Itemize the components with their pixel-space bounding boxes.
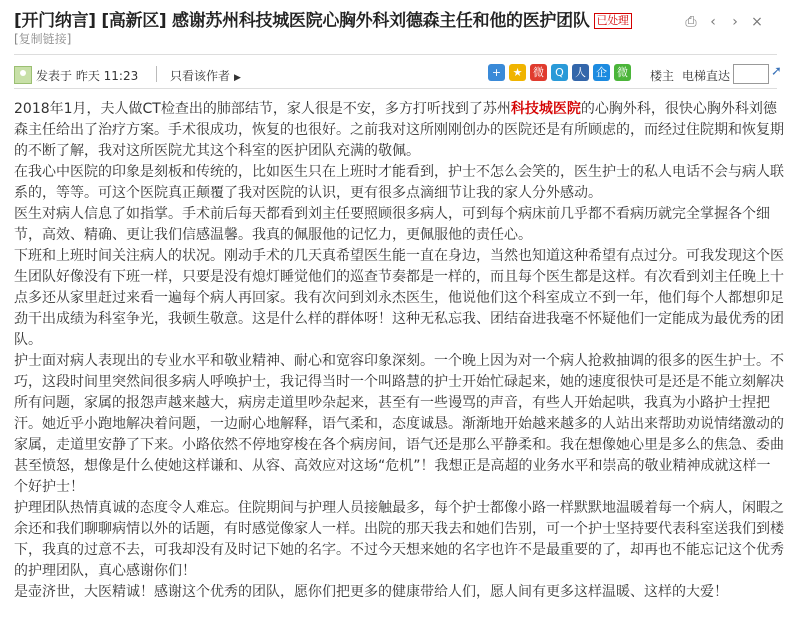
divider xyxy=(14,54,777,55)
copy-link[interactable]: [复制链接] xyxy=(14,32,72,46)
thread-header xyxy=(14,6,779,32)
hospital-link[interactable]: 科技城医院 xyxy=(510,101,581,117)
go-icon[interactable]: ➚ xyxy=(771,64,782,79)
qq-icon[interactable]: 企 xyxy=(593,64,610,81)
paragraph: 护理团队热情真诚的态度令人难忘。住院期间与护理人员接触最多，每个护士都像小路一样默默地温暖着每一个病人，闲暇之余还和我们聊聊病情以外的话题，有时感觉像家人一样。出院的那天我去和她们告别，可一个护士坚持要代表科室送我们到楼下，我真的过意不去，可我却没有及时记下她的名字。不过今天想来她的名字也许不是最重要的了，却再也不能忘记这个优秀的护理团队，真心感谢你们！ xyxy=(14,500,784,579)
star-icon[interactable]: ★ xyxy=(509,64,526,81)
print-icon[interactable]: ⎙ xyxy=(685,14,697,30)
post-body xyxy=(14,99,784,603)
share-icons xyxy=(488,64,631,81)
post-meta xyxy=(14,64,782,86)
only-author-link[interactable] xyxy=(170,67,241,84)
paragraph: 医生对病人信息了如指掌。手术前后每天都看到刘主任要照顾很多病人，可到每个病床前几乎都不看病历就完全掌握各个细节，高效、精确、更让我们信感温馨。我真的佩服他的记忆力，更佩服他的责任心。 xyxy=(14,206,770,243)
paragraph: 护士面对病人表现出的专业水平和敬业精神、耐心和宽容印象深刻。一个晚上因为对一个病人抢救抽调的很多的医生护士。不巧，这段时间里突然间很多病人呼唤护士，我记得当时一个叫路慧的护士开始忙碌起来，她的速度很快可是还是不能立刻解决所有问题，家属的报怨声越来越大，病房走道里吵杂起来，甚至有一些谩骂的声音，有些人开始起哄，我真为小路护士捏把汗。她近乎小跑地解决着问题，一边耐心地解释，语气柔和，态度诚恳。渐渐地开始越来越多的人站出来帮助劝说情绪激动的家属，走道里安静了下来。小路依然不停地穿梭在各个病房间，语气还是那么平静柔和。我在想像她心里是多么的焦急、委曲甚至愤怒，想像是什么使她这样谦和、从容、高效应对这场“危机”！我想正是高超的业务水平和崇高的敬业精神成就这样一个好护士！ xyxy=(14,353,784,495)
chevron-right-icon: ▶ xyxy=(234,73,241,83)
status-badge: 已处理 xyxy=(594,13,632,29)
add-icon[interactable]: + xyxy=(488,64,505,81)
only-author-label: 只看该作者 xyxy=(170,69,231,83)
paragraph: 2018年1月，夫人做CT检查出的肺部结节，家人很是不安，多方打听找到了苏州科技城医院的心胸外科，很快心胸外科刘德森主任给出了治疗方案。手术很成功，恢复的也很好。之前我对这所刚刚创办的医院还是有所顾虑的，而经过住院期和恢复期的不断了解，我对这所医院尤其这个科室的医护团队充满的敬佩。 xyxy=(14,101,784,159)
post-time: 发表于 昨天 11:23 xyxy=(36,69,139,83)
separator xyxy=(156,66,157,82)
weibo-icon[interactable]: 微 xyxy=(530,64,547,81)
paragraph: 是壶济世，大医精诚！感谢这个优秀的团队，愿你们把更多的健康带给人们，愿人间有更多这样温暖、这样的大爱！ xyxy=(14,584,728,600)
next-icon[interactable]: › xyxy=(732,14,738,30)
thread-title xyxy=(14,6,632,31)
avatar[interactable] xyxy=(14,66,32,84)
renren-icon[interactable]: 人 xyxy=(572,64,589,81)
paragraph: 在我心中医院的印象是刻板和传统的，比如医生只在上班时才能看到，护士不怎么会笑的，医生护士的私人电话不会与病人联系的，等等。可这个医院真正颠覆了我对医院的认识，更有很多点滴细节让我的家人分外感动。 xyxy=(14,164,784,201)
floor-input[interactable] xyxy=(733,64,769,84)
prev-icon[interactable]: ‹ xyxy=(710,14,716,30)
qzone-icon[interactable]: Q xyxy=(551,64,568,81)
elevator-label: 电梯直达 xyxy=(682,69,731,83)
floor-label: 楼主 xyxy=(650,69,675,83)
divider xyxy=(14,88,777,89)
wechat-icon[interactable]: 微 xyxy=(614,64,631,81)
close-icon[interactable]: × xyxy=(751,14,763,30)
paragraph: 下班和上班时间关注病人的状况。刚动手术的几天真希望医生能一直在身边，当然也知道这种希望有点过分。可我发现这个医生团队好像没有下班一样，只要是没有熄灯睡觉他们的巡查节奏都是一样的，而且每个医生都是这样。有次看到刘主任晚上十点多还从家里赶过来看一遍每个病人再回家。我有次问到刘永杰医生，他说他们这个科室成立不到一年，他们每个人都想卯足劲干出成绩为科室争光，我顿生敬意。这是什么样的群体呀！这种无私忘我、团结奋进我毫不怀疑他们一定能成为最优秀的团队。 xyxy=(14,248,784,348)
thread-tools xyxy=(683,14,765,30)
thread-title-text: [开门纳言] [高新区] 感谢苏州科技城医院心胸外科刘德森主任和他的医护团队 xyxy=(14,11,590,31)
